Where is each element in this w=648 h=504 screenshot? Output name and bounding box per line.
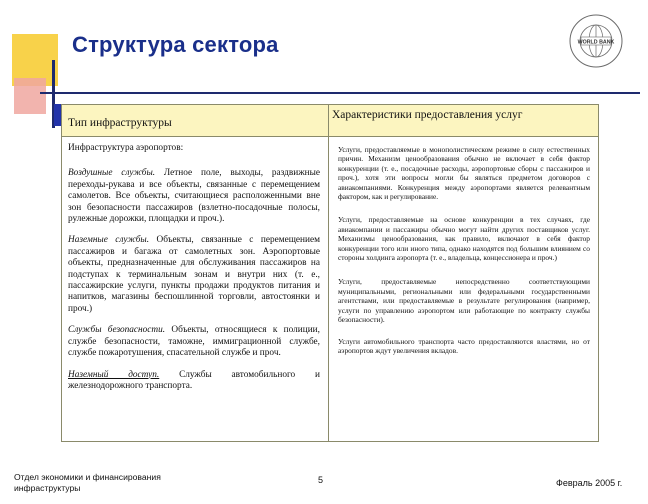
footer-page-number: 5 xyxy=(318,475,324,485)
security-services-item xyxy=(68,325,320,359)
airport-infra-heading: Инфраструктура аэропортов: xyxy=(68,143,184,153)
logo-text: WORLD BANK xyxy=(577,39,615,46)
decor-red-block xyxy=(14,78,46,114)
header-left: Тип инфраструктуры xyxy=(68,117,172,129)
air-services-text: Летное поле, выходы, раздвижные переходы-рукава и все объекты, связанные с перемещением самолетов. Все объекты, считающиеся расположенными вне зон безопасности пассажиров (взлетно-посадочные полосы, рулежные дорожки, площадки и проч.). xyxy=(68,168,320,225)
footer-department: Отдел экономики и финансирования инфраструктуры xyxy=(14,472,161,493)
characteristic-airfield: Услуги, предоставляемые в монополистическом режиме в силу естественных причин. Механизм ценообразования обычно не включает в себя фактор конкуренции (т. е., посадочные расходы, аэропортовые сборы с пассажиров и проч.), хотя эти вопросы могли бы являться предметом договоров с авиакомпаниями. Конкуренция между аэропортами является релевантным фактором, как и регулирование. xyxy=(338,145,590,202)
footer-date: Февраль 2005 г. xyxy=(556,478,623,488)
world-bank-logo-icon xyxy=(567,12,625,70)
ground-services-text: Объекты, связанные с перемещением пассажиров и багажа от самолетных зон. Аэропортовые объекты, предназначенные для обслуживания пассажиров на подступах к терминальным зонам и внутри них (т. е., пассажирские услуги, пункты продажи продуктов питания и напитков, магазины беспошлинной торговли, автостоянки и проч.) xyxy=(68,235,320,314)
ground-services-item xyxy=(68,235,320,315)
characteristic-security: Услуги, предоставляемые непосредственно соответствующими муниципальными, региональными или федеральными государственными агентствами, или предоставляемые в результате регулирования (например, услуги по управлению аэропортом или работающие по контракту службы безопасности). xyxy=(338,277,590,325)
header-right: Характеристики предоставления услуг xyxy=(332,109,523,121)
security-services-text: Объекты, относящиеся к полиции, службе безопасности, таможне, иммиграционной службе, службе пожаротушения, спасательной службе и проч. xyxy=(68,325,320,359)
ground-services-label: Наземные службы. xyxy=(68,235,150,246)
ground-access-label: Наземный доступ. xyxy=(68,369,160,380)
decor-horizontal-line xyxy=(40,92,640,94)
characteristic-ground: Услуги, предоставляемые на основе конкуренции в тех случаях, где авиакомпании и пассажиры обычно могут найти других поставщиков услуг. Механизмы ценообразования, как правило, включают в себя фактор конкуренции того или иного типа, однако находятся под большим влиянием со стороны холдинга аэропорта (т. е., владельца, концессионера и проч.) xyxy=(338,215,590,263)
air-services-item xyxy=(68,168,320,225)
service-characteristics-column xyxy=(338,145,590,367)
ground-access-item xyxy=(68,370,320,393)
characteristic-access: Услуги автомобильного транспорта часто предоставляются властями, но от аэропортов ждут увеличения вкладов. xyxy=(338,336,590,355)
security-services-label: Службы безопасности. xyxy=(68,325,166,336)
infrastructure-type-column xyxy=(68,143,320,402)
table-header xyxy=(62,105,598,137)
infrastructure-table xyxy=(61,104,599,442)
ground-access-text: Службы автомобильного и железнодорожного транспорта. xyxy=(68,369,320,391)
column-divider xyxy=(328,105,329,441)
air-services-label: Воздушные службы. xyxy=(68,168,156,179)
slide-title: Структура сектора xyxy=(72,32,279,57)
